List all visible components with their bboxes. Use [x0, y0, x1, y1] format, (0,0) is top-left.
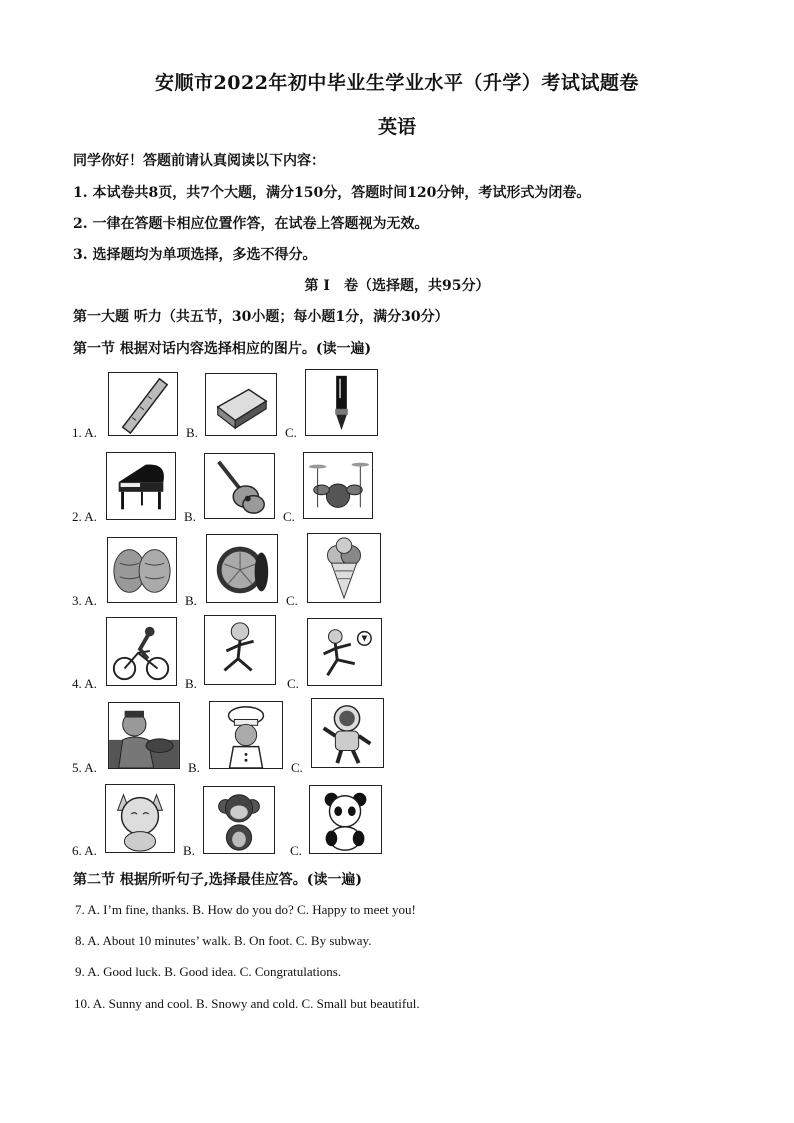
q6-b-label: B. — [183, 843, 195, 858]
instruction-3: 3. 选择题均为单项选择，多选不得分。 — [73, 247, 317, 263]
piano-icon — [106, 452, 176, 520]
subsection1-title: 第一节 根据对话内容选择相应的图片。(读一遍) — [73, 341, 372, 357]
q3-label: 3. A. — [72, 593, 97, 608]
q2-b-label: B. — [184, 509, 196, 524]
drums-icon — [303, 452, 373, 519]
q2-c-label: C. — [283, 509, 295, 524]
question-7: 7. A. I’m fine, thanks. B. How do you do? C. Happy to meet you! — [75, 902, 416, 917]
part-title: 第 I 卷（选择题，共95分） — [304, 278, 490, 294]
panda-icon — [309, 785, 382, 854]
q2-label: 2. A. — [72, 509, 97, 524]
guitar-icon — [204, 453, 275, 519]
football-icon — [307, 618, 382, 686]
q1-b-label: B. — [186, 425, 198, 440]
q6-c-label: C. — [290, 843, 302, 858]
cat-icon — [105, 784, 175, 853]
pen-icon — [305, 369, 378, 436]
subject-title: 英语 — [377, 116, 416, 138]
q1-c-label: C. — [285, 425, 297, 440]
q4-c-label: C. — [287, 676, 299, 691]
ice-cream-icon — [307, 533, 381, 603]
q1-label: 1. A. — [72, 425, 97, 440]
q6-label: 6. A. — [72, 843, 97, 858]
greeting: 同学你好！答题前请认真阅读以下内容： — [73, 153, 325, 169]
q5-label: 5. A. — [72, 760, 97, 775]
question-8: 8. A. About 10 minutes’ walk. B. On foot. C. By subway. — [75, 933, 372, 948]
q5-c-label: C. — [291, 760, 303, 775]
cycling-icon — [106, 617, 177, 686]
ruler-icon — [108, 372, 178, 436]
monkey-icon — [203, 786, 275, 854]
question-10: 10. A. Sunny and cool. B. Snowy and cold. C. Small but beautiful. — [74, 996, 420, 1011]
q3-c-label: C. — [286, 593, 298, 608]
instruction-2: 2. 一律在答题卡相应位置作答，在试卷上答题视为无效。 — [73, 216, 429, 232]
question-9: 9. A. Good luck. B. Good idea. C. Congratulations. — [75, 964, 342, 979]
watermelon-icon — [206, 534, 278, 603]
running-icon — [204, 615, 276, 685]
subsection2-title: 第二节 根据所听句子,选择最佳应答。(读一遍) — [73, 872, 362, 888]
doctor-icon — [108, 702, 180, 769]
exam-title: 安顺市2022年初中毕业生学业水平（升学）考试试题卷 — [155, 72, 639, 94]
mooncake-icon — [107, 537, 177, 603]
section1-title: 第一大题 听力（共五节，30小题；每小题1分，满分30分） — [73, 309, 449, 325]
q5-b-label: B. — [188, 760, 200, 775]
q3-b-label: B. — [185, 593, 197, 608]
instruction-1: 1. 本试卷共8页，共7个大题，满分150分，答题时间120分钟，考试形式为闭卷。 — [73, 185, 591, 201]
eraser-icon — [205, 373, 277, 436]
q4-b-label: B. — [185, 676, 197, 691]
cook-icon — [209, 701, 283, 769]
q4-label: 4. A. — [72, 676, 97, 691]
astronaut-icon — [311, 698, 384, 768]
